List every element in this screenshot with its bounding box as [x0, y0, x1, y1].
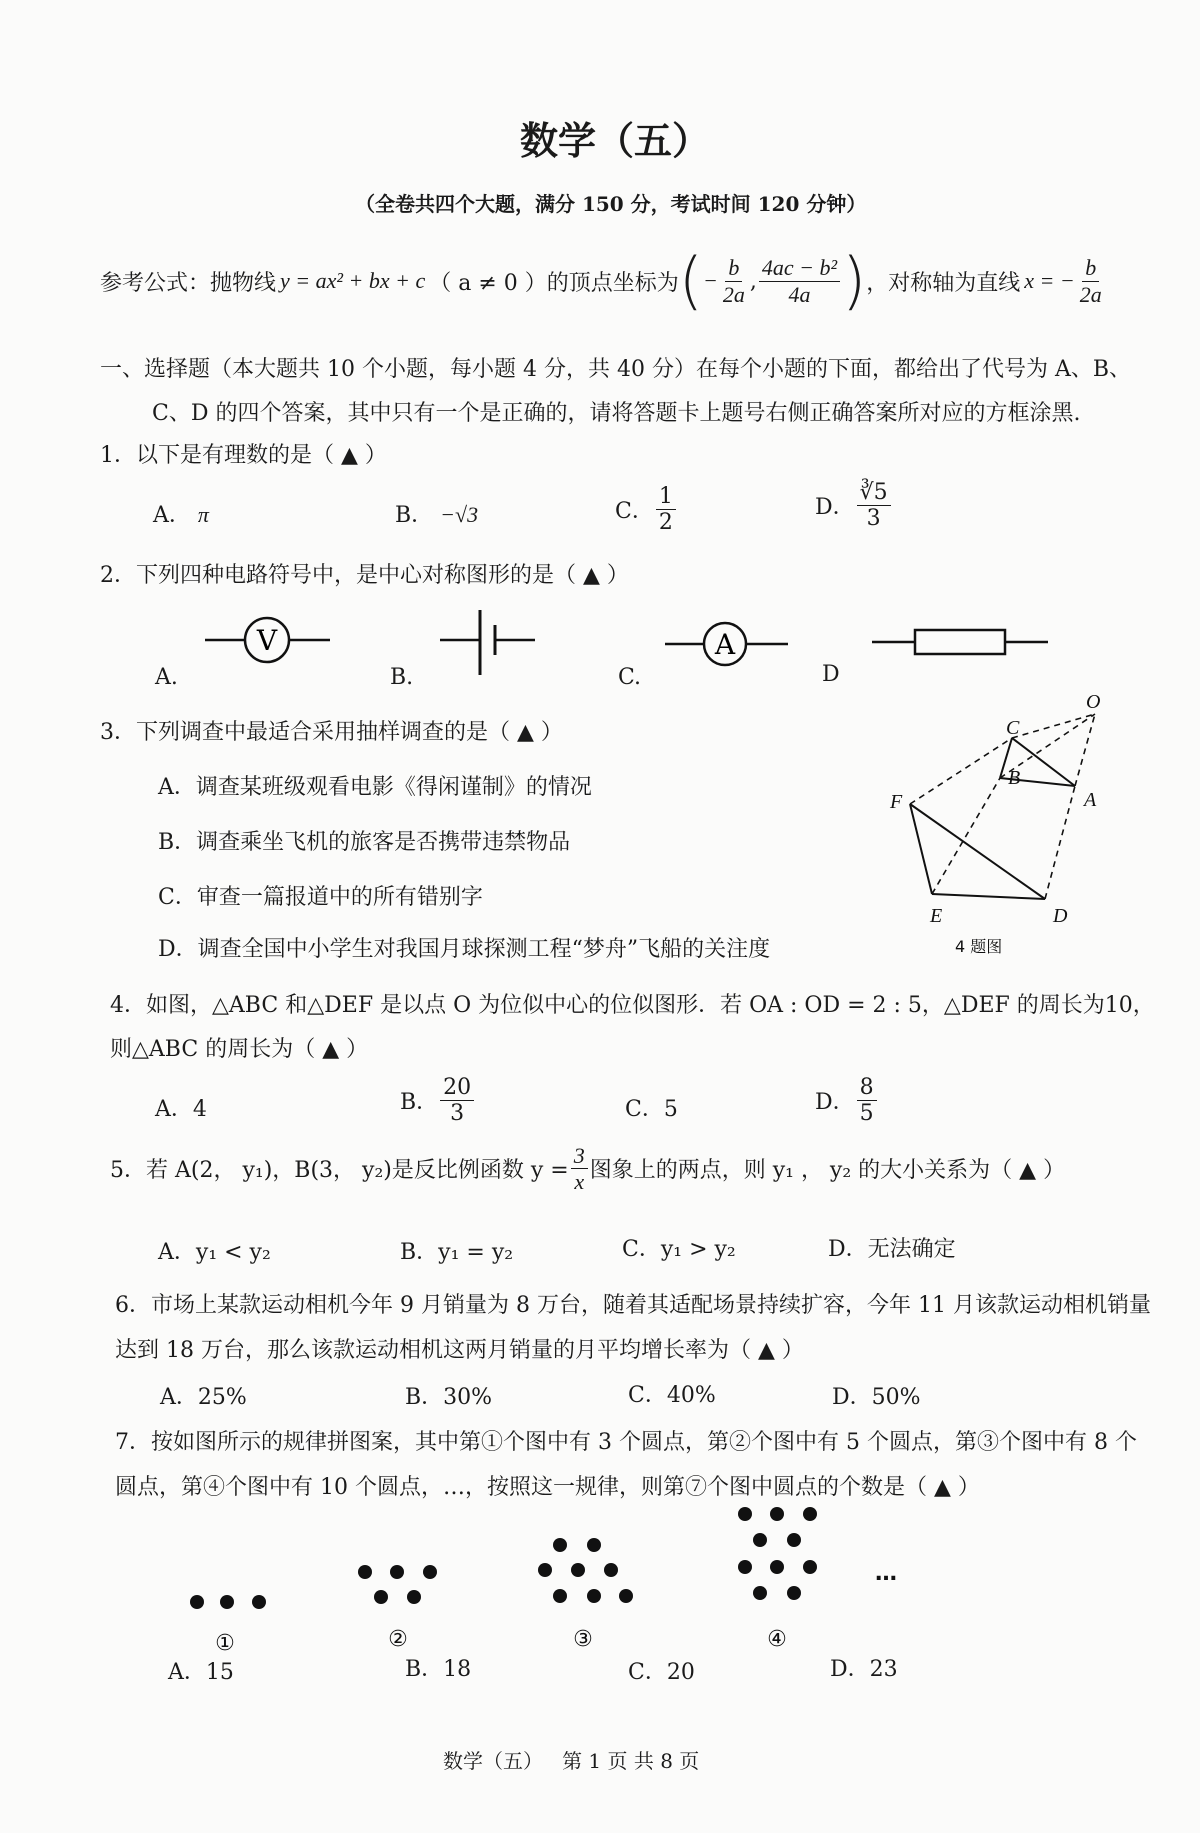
pattern-label-4: ④: [767, 1627, 787, 1652]
q7-stem-line2: 圆点，第④个图中有 10 个圆点，…，按照这一规律，则第⑦个图中圆点的个数是（ ▲ ）: [115, 1475, 980, 1500]
q2-option-d: D: [822, 662, 840, 687]
q4-stem-line1: 4．如图，△ABC 和△DEF 是以点 O 为位似中心的位似图形．若 OA : OD = 2 : 5，△DEF 的周长为10，: [110, 993, 1155, 1018]
q1-stem: 1．以下是有理数的是（ ▲ ）: [100, 443, 387, 468]
page-subtitle: （全卷共四个大题，满分 150 分，考试时间 120 分钟）: [355, 192, 867, 216]
section-heading-line1: 一、选择题（本大题共 10 个小题，每小题 4 分，共 40 分）在每个小题的下面，都给出了代号为 A、B、: [100, 357, 1131, 382]
section-heading-line2: C、D 的四个答案，其中只有一个是正确的，请将答题卡上题号右侧正确答案所对应的方框涂黑.: [152, 401, 1081, 426]
formula-vertex-text: 的顶点坐标为: [546, 270, 679, 296]
q6-stem-line1: 6．市场上某款运动相机今年 9 月销量为 8 万台，随着其适配场景持续扩容，今年 11 月该款运动相机销量: [115, 1293, 1151, 1318]
q5-option-a: A．y₁ < y₂: [158, 1240, 271, 1265]
reference-formula: 参考公式：抛物线 y = ax² + bx + c （ a ≠ 0 ） 的顶点坐标为 ( − $\frac{b}{2a}$ , $\frac{\text{4ac − b²}}{4a}$ ) ，对称轴为直线 x = − $\frac{b}{2a}$: [100, 250, 1107, 312]
svg-text:V: V: [256, 624, 278, 657]
q1-option-b: B． −√3: [395, 502, 479, 528]
formula-parabola: y = ax² + bx + c: [280, 268, 426, 293]
q4-option-d: D． $\frac{8}{5}$: [815, 1075, 879, 1127]
q7-stem-line1: 7．按如图所示的规律拼图案，其中第①个图中有 3 个圆点，第②个图中有 5 个圆点，第③个图中有 8 个: [115, 1430, 1137, 1455]
q2-option-c: C.: [618, 665, 642, 690]
q5-option-c: C．y₁ > y₂: [622, 1237, 736, 1262]
q5-option-b: B．y₁ = y₂: [400, 1240, 514, 1265]
figure-caption: 4 题图: [955, 937, 1003, 956]
page-title: 数学（五）: [520, 119, 711, 163]
q6-option-b: B．30%: [405, 1385, 493, 1410]
q2-option-b: B.: [390, 665, 414, 690]
dot-pattern-4: [738, 1507, 817, 1600]
point-a-label: A: [1084, 789, 1097, 811]
q3-option-c: C．审查一篇报道中的所有错别字: [158, 885, 483, 910]
q4-stem-line2: 则△ABC 的周长为（ ▲ ）: [110, 1037, 369, 1062]
point-b-label: B: [1008, 767, 1021, 789]
point-o-label: O: [1086, 691, 1101, 713]
pattern-label-2: ②: [388, 1627, 408, 1652]
dot-pattern-figure: [170, 1500, 930, 1680]
formula-condition: （ a ≠ 0 ）: [429, 270, 547, 296]
pattern-label-1: ①: [215, 1631, 235, 1656]
q6-stem-line2: 达到 18 万台，那么该款运动相机这两月销量的月平均增长率为（ ▲ ）: [115, 1338, 804, 1363]
q5-option-d: D．无法确定: [828, 1237, 956, 1262]
q1-option-a: A． π: [153, 502, 209, 528]
q3-option-a: A．调查某班级观看电影《得闲谨制》的情况: [158, 775, 592, 800]
axis-lhs: x = −: [1024, 268, 1075, 293]
pattern-label-3: ③: [573, 1627, 593, 1652]
ammeter-symbol: [660, 612, 795, 672]
q7-option-d: D．23: [830, 1657, 898, 1682]
dot-pattern-3: [538, 1538, 633, 1603]
axis-fraction: $\frac{b}{2a}$: [1079, 255, 1102, 307]
resistor-symbol: [870, 620, 1050, 660]
page-footer: 数学（五） 第 1 页 共 8 页: [443, 1749, 700, 1773]
q1-option-d: D． $\frac{∛5}{3}$: [815, 480, 893, 532]
q3-option-b: B．调查乘坐飞机的旅客是否携带违禁物品: [158, 830, 571, 855]
battery-symbol: [435, 600, 545, 680]
q3-stem: 3．下列调查中最适合采用抽样调查的是（ ▲ ）: [100, 720, 563, 745]
point-c-label: C: [1006, 717, 1020, 739]
dot-pattern-2: [358, 1565, 437, 1604]
figure-4-homothety: [880, 690, 1110, 960]
left-paren: (: [678, 244, 703, 317]
q7-option-a: A．15: [168, 1660, 234, 1685]
formula-axis-text: ，对称轴为直线: [866, 270, 1021, 296]
q6-option-c: C．40%: [628, 1383, 716, 1408]
vertex-y-fraction: $\frac{\text{4ac − b²}}{4a}$: [759, 255, 840, 307]
q2-option-a: A.: [155, 665, 178, 690]
point-e-label: E: [930, 905, 943, 927]
point-d-label: D: [1053, 905, 1068, 927]
q4-option-c: C．5: [625, 1097, 678, 1122]
pattern-ellipsis: …: [875, 1561, 897, 1586]
q4-option-a: A．4: [155, 1097, 207, 1122]
q4-option-b: B． $\frac{20}{3}$: [400, 1075, 476, 1127]
q5-stem: 5．若 A(2， y₁)，B(3， y₂)是反比例函数 y = $\frac{3}{x}$ 图象上的两点，则 y₁ ， y₂ 的大小关系为（ ▲ ）: [110, 1143, 1066, 1195]
q7-option-b: B．18: [405, 1657, 472, 1682]
q6-option-a: A．25%: [160, 1385, 247, 1410]
q2-stem: 2．下列四种电路符号中，是中心对称图形的是（ ▲ ）: [100, 563, 629, 588]
q3-option-d: D．调查全国中小学生对我国月球探测工程“梦舟”飞船的关注度: [158, 937, 771, 962]
point-f-label: F: [890, 791, 903, 813]
q6-option-d: D．50%: [832, 1385, 921, 1410]
dot-pattern-1: [190, 1595, 266, 1609]
q7-option-c: C．20: [628, 1660, 695, 1685]
q1-option-c: C． $\frac{1}{2}$: [615, 484, 678, 536]
right-paren: ): [842, 244, 867, 317]
voltmeter-symbol: [200, 610, 340, 670]
svg-text:A: A: [714, 628, 736, 661]
formula-label: 参考公式：抛物线: [100, 270, 277, 296]
vertex-x-fraction: $\frac{b}{2a}$: [722, 255, 745, 307]
